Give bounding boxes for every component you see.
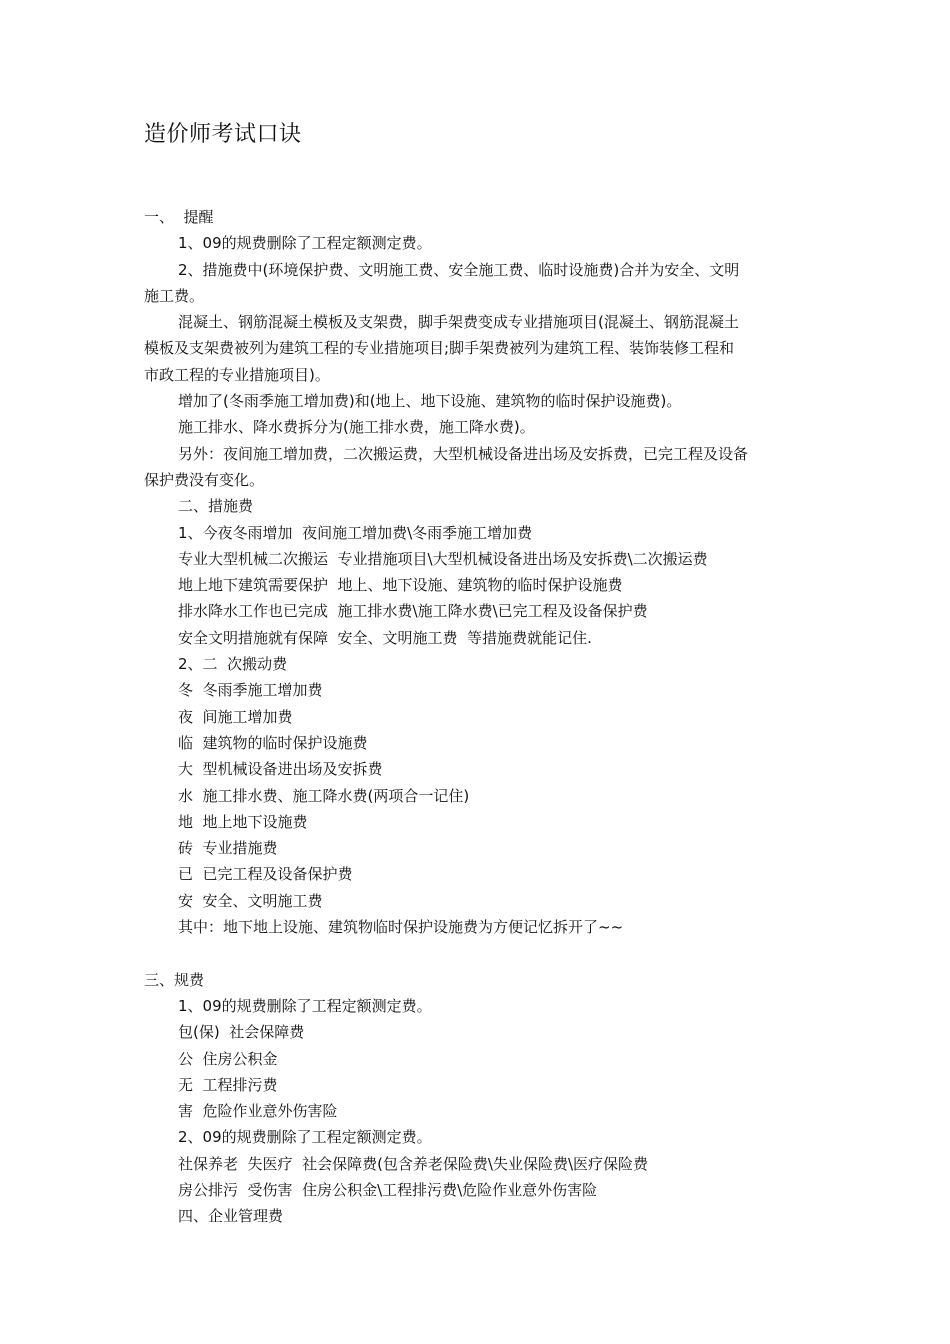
list-item: 地 地上地下设施费: [178, 812, 308, 831]
mnemonic-line: 1、今夜冬雨增加 夜间施工增加费\冬雨季施工增加费: [178, 523, 533, 542]
mnemonic-line: 专业大型机械二次搬运 专业措施项目\大型机械设备进出场及安拆费\二次搬运费: [178, 549, 708, 568]
list-item: 临 建筑物的临时保护设施费: [178, 733, 368, 752]
section-heading-fees: 三、规费: [144, 970, 205, 989]
list-item: 冬 冬雨季施工增加费: [178, 681, 323, 700]
paragraph: 增加了(冬雨季施工增加费)和(地上、地下设施、建筑物的临时保护设施费)。: [178, 392, 682, 411]
list-item: 包(保) 社会保障费: [178, 1023, 305, 1042]
list-item: 夜 间施工增加费: [178, 707, 293, 726]
list-item: 害 危险作业意外伤害险: [178, 1102, 338, 1121]
list-heading: 2、二 次搬动费: [178, 655, 288, 674]
mnemonic-line: 房公排污 受伤害 住房公积金\工程排污费\危险作业意外伤害险: [178, 1180, 598, 1199]
paragraph: 1、09的规费删除了工程定额测定费。: [178, 996, 432, 1015]
paragraph: 2、09的规费删除了工程定额测定费。: [178, 1128, 432, 1147]
paragraph-continuation: 保护费没有变化。: [144, 470, 265, 489]
note: 其中：地下地上设施、建筑物临时保护设施费为方便记忆拆开了~~: [178, 918, 624, 937]
paragraph: 1、09的规费删除了工程定额测定费。: [178, 234, 432, 253]
list-item: 公 住房公积金: [178, 1049, 278, 1068]
section-heading-management: 四、企业管理费: [178, 1207, 284, 1226]
mnemonic-line: 安全文明措施就有保障 安全、文明施工费 等措施费就能记住.: [178, 628, 592, 647]
section-heading-reminder: 一、 提醒: [144, 208, 214, 226]
list-item: 大 型机械设备进出场及安拆费: [178, 760, 383, 779]
mnemonic-line: 社保养老 失医疗 社会保障费(包含养老保险费\失业保险费\医疗保险费: [178, 1154, 649, 1173]
paragraph-continuation: 市政工程的专业措施项目)。: [144, 365, 330, 384]
list-item: 砖 专业措施费: [178, 839, 278, 858]
paragraph-continuation: 模板及支架费被列为建筑工程的专业措施项目;脚手架费被列为建筑工程、装饰装修工程和: [144, 339, 735, 358]
mnemonic-line: 排水降水工作也已完成 施工排水费\施工降水费\已完工程及设备保护费: [178, 602, 648, 621]
document-body: [144, 204, 814, 1230]
paragraph: 混凝土、钢筋混凝土模板及支架费，脚手架费变成专业措施项目(混凝土、钢筋混凝土: [178, 313, 739, 332]
paragraph-continuation: 施工费。: [144, 286, 205, 305]
list-item: 水 施工排水费、施工降水费(两项合一记住): [178, 786, 470, 805]
document-title: 造价师考试口诀: [144, 122, 302, 147]
list-item: 安 安全、文明施工费: [178, 891, 323, 910]
paragraph: 另外：夜间施工增加费，二次搬运费，大型机械设备进出场及安拆费，已完工程及设备: [178, 444, 749, 463]
paragraph: 施工排水、降水费拆分为(施工排水费，施工降水费)。: [178, 418, 535, 437]
section-heading-measures: 二、措施费: [178, 497, 254, 516]
list-item: 已 已完工程及设备保护费: [178, 865, 353, 884]
mnemonic-line: 地上地下建筑需要保护 地上、地下设施、建筑物的临时保护设施费: [178, 576, 623, 595]
paragraph: 2、措施费中(环境保护费、文明施工费、安全施工费、临时设施费)合并为安全、文明: [178, 260, 740, 279]
blank-line: [144, 940, 814, 966]
list-item: 无 工程排污费: [178, 1075, 278, 1094]
